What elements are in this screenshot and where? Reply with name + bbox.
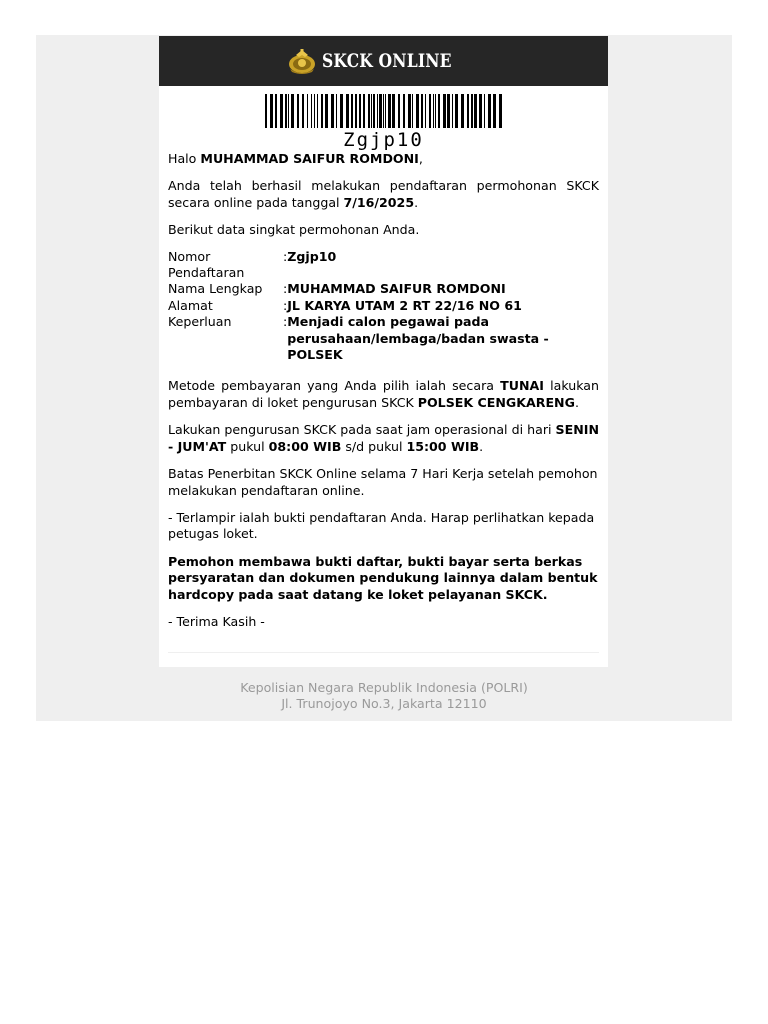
barcode-bar bbox=[325, 94, 328, 128]
barcode-bar bbox=[314, 94, 315, 128]
detail-label: Keperluan bbox=[168, 314, 232, 330]
payment-office: POLSEK CENGKARENG bbox=[417, 394, 575, 410]
barcode-bar bbox=[392, 94, 395, 128]
barcode-bar bbox=[447, 94, 450, 128]
barcode-bar bbox=[291, 94, 294, 128]
detail-value: MUHAMMAD SAIFUR ROMDONI bbox=[287, 281, 506, 297]
detail-row-purpose bbox=[168, 314, 599, 363]
detail-label: Alamat bbox=[168, 297, 213, 313]
barcode-bar bbox=[443, 94, 446, 128]
barcode-bar bbox=[438, 94, 440, 128]
details-table bbox=[168, 249, 599, 364]
barcode-bar bbox=[425, 94, 426, 128]
barcode-bar bbox=[452, 94, 453, 128]
schedule-days: SENIN - JUM'AT bbox=[168, 422, 599, 454]
detail-row-address bbox=[168, 298, 599, 314]
summary-label: Berikut data singkat permohonan Anda. bbox=[168, 222, 420, 238]
barcode-bar bbox=[311, 94, 312, 128]
barcode-bar bbox=[403, 94, 405, 128]
barcode-bar bbox=[377, 94, 378, 128]
registration-date: 7/16/2025 bbox=[343, 194, 415, 210]
detail-separator: : bbox=[283, 314, 288, 330]
barcode-bar bbox=[297, 94, 299, 128]
footer-address: Jl. Trunojoyo No.3, Jakarta 12110 bbox=[281, 696, 487, 712]
brand-title: SKCK ONLINE bbox=[322, 50, 453, 72]
schedule-text: pukul bbox=[226, 438, 269, 454]
detail-row-name bbox=[168, 281, 599, 297]
detail-value: Menjadi calon pegawai pada perusahaan/lembaga/badan swasta - POLSEK bbox=[287, 314, 549, 363]
barcode-bar bbox=[270, 94, 273, 128]
greeting-name: MUHAMMAD SAIFUR ROMDONI bbox=[200, 151, 419, 166]
barcode-bar bbox=[484, 94, 485, 128]
detail-row-registration bbox=[168, 249, 599, 282]
barcode-bar bbox=[371, 94, 372, 128]
barcode-bar bbox=[461, 94, 464, 128]
attachment-paragraph: - Terlampir ialah bukti pendaftaran Anda. Harap perlihatkan kepada petugas loket. bbox=[168, 509, 595, 542]
barcode-bar bbox=[307, 94, 308, 128]
barcode-bar bbox=[416, 94, 419, 128]
payment-paragraph bbox=[168, 378, 599, 411]
barcode-bar bbox=[340, 94, 343, 128]
barcode-bar bbox=[288, 94, 289, 128]
detail-value: Zgjp10 bbox=[287, 248, 337, 264]
detail-label: Nomor Pendaftaran bbox=[168, 248, 245, 281]
greeting-prefix: Halo bbox=[168, 151, 201, 166]
footer bbox=[36, 680, 732, 713]
barcode-bar bbox=[493, 94, 496, 128]
barcode-bar bbox=[499, 94, 502, 128]
barcode-bar bbox=[285, 94, 287, 128]
email-body bbox=[159, 151, 608, 653]
greeting bbox=[168, 151, 599, 167]
intro-text: Anda telah berhasil melakukan pendaftaran permohonan SKCK secara online pada tanggal bbox=[168, 178, 599, 210]
barcode-bar bbox=[433, 94, 434, 128]
barcode-bar bbox=[379, 94, 382, 128]
email-card bbox=[159, 36, 608, 667]
detail-separator: : bbox=[283, 248, 288, 264]
deadline-paragraph: Batas Penerbitan SKCK Online selama 7 Hari Kerja setelah pemohon melakukan pendaftaran online. bbox=[168, 466, 598, 498]
divider bbox=[168, 652, 599, 653]
intro-paragraph bbox=[168, 178, 599, 211]
barcode-bar bbox=[429, 94, 431, 128]
barcode-bar bbox=[363, 94, 365, 128]
payment-text: lakukan pembayaran di loket pengurusan SKCK bbox=[168, 378, 599, 410]
payment-text: . bbox=[574, 394, 579, 410]
schedule-paragraph bbox=[168, 422, 599, 455]
barcode-bar bbox=[280, 94, 283, 128]
barcode-bar bbox=[265, 94, 267, 128]
barcode-bar bbox=[275, 94, 277, 128]
detail-separator: : bbox=[283, 281, 288, 297]
barcode-bar bbox=[336, 94, 337, 128]
barcode-bar bbox=[455, 94, 458, 128]
barcode-bar bbox=[331, 94, 334, 128]
notice-paragraph: Pemohon membawa bukti daftar, bukti bayar serta berkas persyaratan dan dokumen pendukung lainnya dalam bentuk hardcopy pada saat datang ke loket pelayanan SKCK. bbox=[168, 553, 598, 602]
barcode-bar bbox=[368, 94, 370, 128]
barcode-bar bbox=[388, 94, 391, 128]
barcode-bar bbox=[359, 94, 361, 128]
detail-label: Nama Lengkap bbox=[168, 281, 263, 297]
barcode-bar bbox=[346, 94, 349, 128]
barcode-bar bbox=[317, 94, 318, 128]
barcode-bar bbox=[383, 94, 384, 128]
schedule-text: . bbox=[479, 438, 484, 454]
barcode-bar bbox=[474, 94, 477, 128]
barcode-bar bbox=[467, 94, 469, 128]
closing-text: - Terima Kasih - bbox=[168, 613, 265, 629]
schedule-end-time: 15:00 WIB bbox=[406, 438, 480, 454]
barcode-bar bbox=[435, 94, 436, 128]
schedule-text: s/d pukul bbox=[341, 438, 407, 454]
footer-organization: Kepolisian Negara Republik Indonesia (POLRI) bbox=[240, 680, 528, 695]
header-bar bbox=[159, 36, 608, 86]
barcode-bar bbox=[408, 94, 411, 128]
barcode-bar bbox=[421, 94, 423, 128]
detail-value: JL KARYA UTAM 2 RT 22/16 NO 61 bbox=[287, 297, 522, 313]
barcode-bar bbox=[321, 94, 323, 128]
greeting-suffix: , bbox=[418, 151, 423, 166]
intro-end: . bbox=[414, 194, 419, 210]
schedule-start-time: 08:00 WIB bbox=[268, 438, 342, 454]
brand-logo bbox=[286, 47, 480, 75]
barcode-bar bbox=[302, 94, 304, 128]
barcode-bar bbox=[479, 94, 482, 128]
barcode-bar bbox=[373, 94, 375, 128]
barcode-bar bbox=[398, 94, 400, 128]
schedule-text: Lakukan pengurusan SKCK pada saat jam operasional di hari bbox=[168, 422, 556, 438]
payment-method: TUNAI bbox=[500, 378, 544, 394]
barcode-bar bbox=[412, 94, 413, 128]
barcode-block bbox=[159, 94, 608, 150]
barcode-bar bbox=[351, 94, 353, 128]
payment-text: Metode pembayaran yang Anda pilih ialah secara bbox=[168, 378, 501, 394]
barcode-bar bbox=[471, 94, 473, 128]
barcode bbox=[265, 94, 503, 128]
barcode-code: Zgjp10 bbox=[343, 129, 424, 151]
barcode-bar bbox=[488, 94, 491, 128]
barcode-bar bbox=[385, 94, 386, 128]
detail-separator: : bbox=[283, 297, 288, 313]
police-emblem-icon bbox=[286, 47, 318, 75]
barcode-bar bbox=[355, 94, 357, 128]
